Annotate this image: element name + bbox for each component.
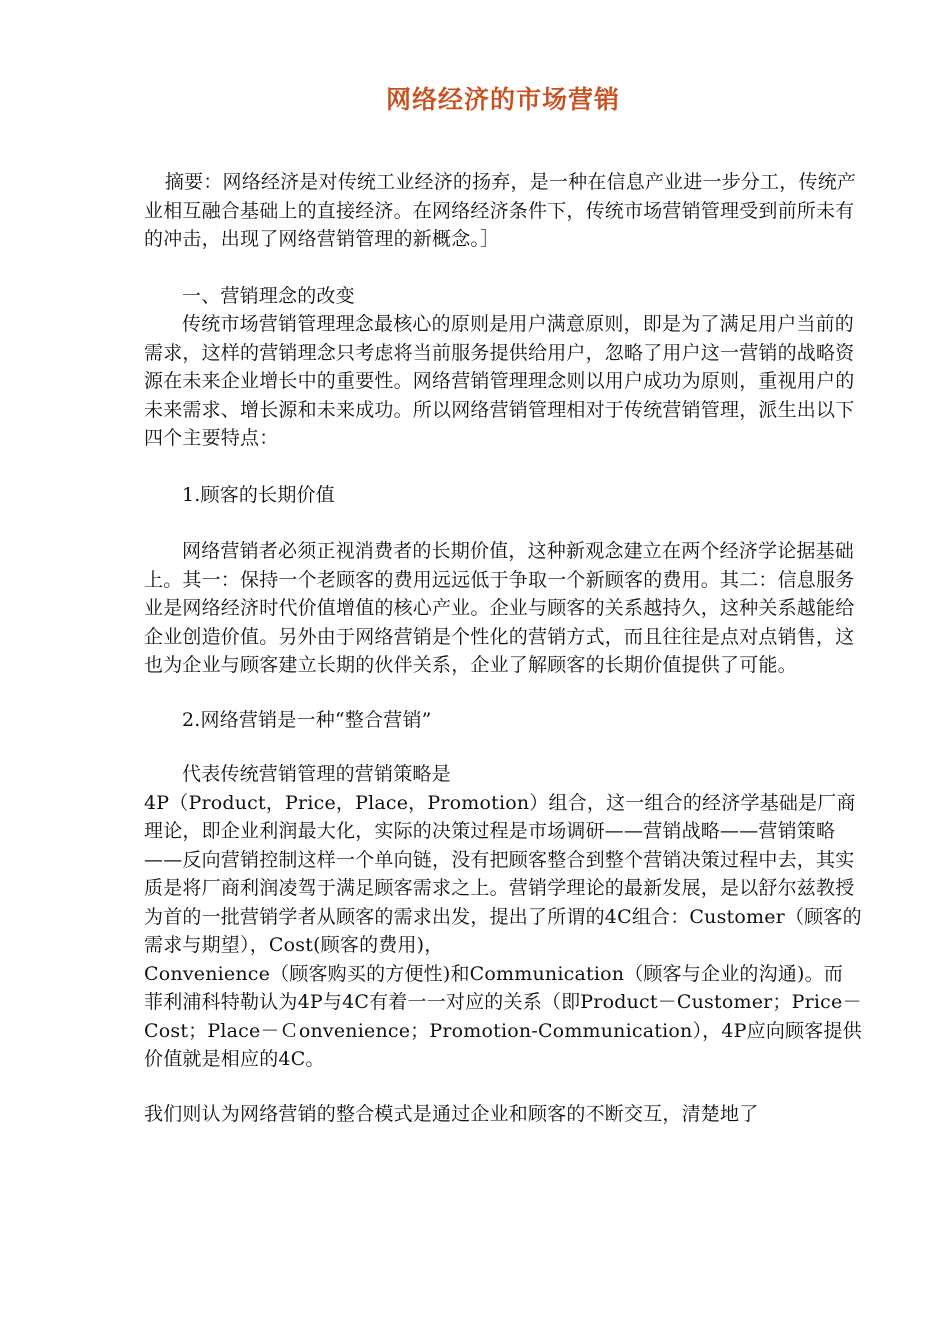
body-paragraph: 我们则认为网络营销的整合模式是通过企业和顾客的不断交互，清楚地了 [144, 1102, 759, 1125]
point-heading: 1.顾客的长期价值 [182, 483, 335, 506]
point-heading: 2.网络营销是一种“整合营销” [182, 708, 432, 731]
body-paragraph: 代表传统营销管理的营销策略是 [182, 763, 451, 785]
body-paragraph: Convenience（顾客购买的方便性)和Communication（顾客与企业的沟通)。而菲利浦科特勒认为4P与4C有着一一对应的关系（即Product－Customer；Price－Cost；Place－Ｃonvenience；Promotion-Communication），4P应向顾客提供价值就是相应的4C。 [144, 962, 862, 1070]
body-paragraph: 传统市场营销管理理念最核心的原则是用户满意原则，即是为了满足用户当前的需求，这样的营销理念只考虑将当前服务提供给用户，忽略了用户这一营销的战略资源在未来企业增长中的重要性。网络营销管理理念则以用户成功为原则，重视用户的未来需求、增长源和未来成功。所以网络营销管理相对于传统营销管理，派生出以下四个主要特点： [144, 313, 855, 449]
section-heading: 一、营销理念的改变 [182, 284, 355, 307]
body-paragraph: 4P（Product，Price，Place，Promotion）组合，这一组合的经济学基础是厂商理论，即企业利润最大化，实际的决策过程是市场调研——营销战略——营销策略——反向营销控制这样一个单向链，没有把顾客整合到整个营销决策过程中去，其实质是将厂商利润凌驾于满足顾客需求之上。营销学理论的最新发展，是以舒尔兹教授为首的一批营销学者从顾客的需求出发，提出了所谓的4C组合：Customer（顾客的需求与期望），Cost(顾客的费用)， [144, 791, 862, 956]
body-paragraph: 网络营销者必须正视消费者的长期价值，这种新观念建立在两个经济学论据基础上。其一：保持一个老顾客的费用远远低于争取一个新顾客的费用。其二：信息服务业是网络经济时代价值增值的核心产业。企业与顾客的关系越持久，这种关系越能给企业创造价值。另外由于网络营销是个性化的营销方式，而且往往是点对点销售，这也为企业与顾客建立长期的伙伴关系，企业了解顾客的长期价值提供了可能。 [144, 540, 855, 676]
abstract-paragraph: 摘要：网络经济是对传统工业经济的扬弃，是一种在信息产业进一步分工，传统产业相互融合基础上的直接经济。在网络经济条件下，传统市场营销管理受到前所未有的冲击，出现了网络营销管理的新概念。］ [144, 171, 857, 250]
page-title: 网络经济的市场营销 [385, 85, 620, 114]
